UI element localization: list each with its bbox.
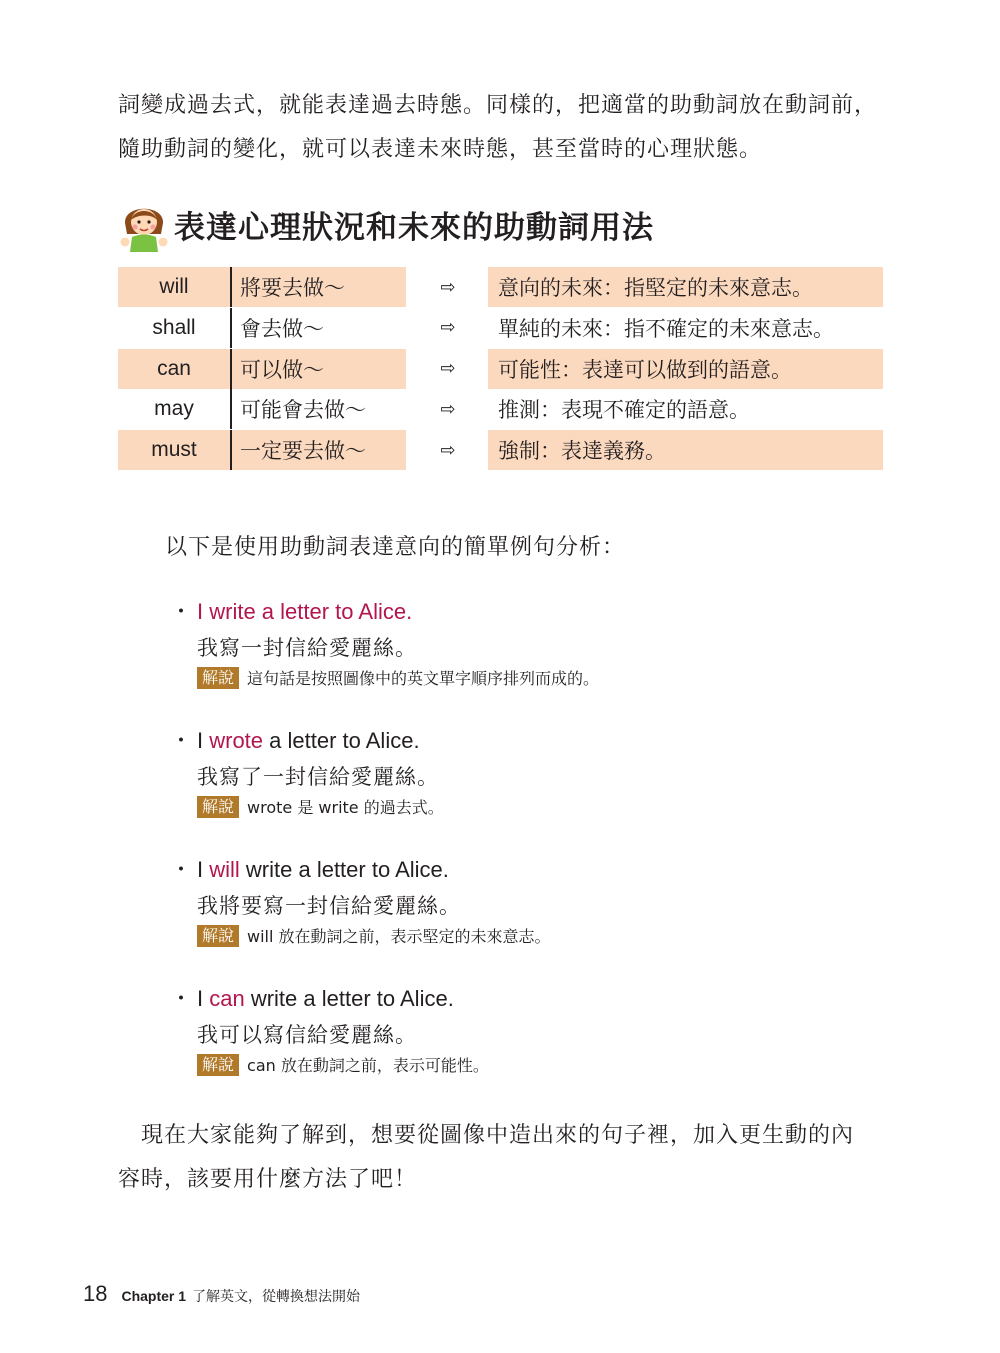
example-sentence: [170, 853, 449, 884]
example-highlight: will: [209, 857, 240, 882]
arrow-icon: ⇨: [440, 276, 456, 298]
table-row: [118, 308, 883, 349]
arrow-icon: ⇨: [440, 358, 456, 380]
example-item: [170, 721, 930, 850]
modal-verb-translation: 一定要去做～: [230, 430, 406, 470]
chapter-label: Chapter 1: [121, 1288, 187, 1304]
closing-line-1: 現在大家能夠了解到，想要從圖像中造出來的句子裡，加入更生動的內: [118, 1123, 855, 1148]
example-text-pre: I: [197, 857, 210, 882]
intro-line-2: 隨助動詞的變化，就可以表達未來時態，甚至當時的心理狀態。: [118, 137, 763, 162]
intro-paragraph: [118, 84, 898, 172]
modal-verb-translation: 會去做～: [230, 308, 406, 348]
example-text-post: a letter to Alice.: [263, 728, 420, 753]
table-row: [118, 430, 883, 471]
example-text-post: write a letter to Alice.: [239, 857, 449, 882]
modal-verb-meaning: 可能性：表達可以做到的語意。: [488, 349, 883, 389]
explanation-badge: 解說: [197, 667, 239, 689]
explanation-badge: 解說: [197, 796, 239, 818]
explanation-badge: 解說: [197, 1054, 239, 1076]
closing-paragraph: [118, 1114, 898, 1202]
modal-verb-translation: 可以做～: [230, 349, 406, 389]
bullet-icon: ・: [170, 857, 193, 882]
modal-verb: must: [118, 430, 230, 470]
table-row: [118, 389, 883, 430]
modal-verb: shall: [152, 315, 196, 339]
example-sentence: [170, 595, 412, 626]
explanation-badge: 解說: [197, 925, 239, 947]
section-heading: [116, 196, 654, 252]
girl-mascot-icon: [116, 196, 172, 252]
explanation-text: 這句話是按照圖像中的英文單字順序排列而成的。: [247, 669, 600, 688]
bullet-icon: ・: [170, 986, 193, 1011]
table-row: [118, 267, 883, 308]
example-translation: 我寫了一封信給愛麗絲。: [197, 765, 439, 789]
example-highlight: I write a letter to Alice.: [197, 599, 413, 624]
example-sentence: [170, 724, 420, 755]
page-number: 18: [83, 1281, 108, 1306]
bullet-icon: ・: [170, 599, 193, 624]
modal-verb: will: [118, 267, 230, 307]
example-sentence: [170, 982, 454, 1013]
modal-verb-translation: 可能會去做～: [230, 389, 406, 429]
example-translation: 我將要寫一封信給愛麗絲。: [197, 894, 461, 918]
explanation-text: wrote 是 write 的過去式。: [247, 798, 444, 817]
intro-line-1: 詞變成過去式，就能表達過去時態。同樣的，把適當的助動詞放在動詞前，: [118, 93, 878, 118]
page-footer: [83, 1281, 360, 1307]
explanation-text: can 放在動詞之前，表示可能性。: [247, 1056, 489, 1075]
example-highlight: wrote: [209, 728, 264, 753]
example-explanation: [197, 924, 551, 947]
modal-verb: can: [118, 349, 230, 389]
example-explanation: [197, 795, 444, 818]
example-text-pre: I: [197, 986, 210, 1011]
explanation-text: will 放在動詞之前，表示堅定的未來意志。: [247, 927, 551, 946]
modal-verb-meaning: 推測：表現不確定的語意。: [498, 398, 750, 423]
example-explanation: [197, 666, 599, 689]
bullet-icon: ・: [170, 728, 193, 753]
modal-verb-meaning: 強制：表達義務。: [488, 430, 883, 470]
example-text-pre: I: [197, 728, 210, 753]
example-translation: 我可以寫信給愛麗絲。: [197, 1023, 417, 1047]
example-highlight: can: [209, 986, 245, 1011]
example-text-post: write a letter to Alice.: [244, 986, 454, 1011]
arrow-icon: ⇨: [440, 398, 456, 420]
modal-verb-meaning: 單純的未來：指不確定的未來意志。: [498, 316, 834, 341]
modal-verb-meaning: 意向的未來：指堅定的未來意志。: [488, 267, 883, 307]
example-item: [170, 850, 930, 979]
example-item: [170, 592, 930, 721]
example-explanation: [197, 1053, 489, 1076]
modal-verb-table: [118, 267, 883, 471]
examples-lead: 以下是使用助動詞表達意向的簡單例句分析：: [165, 535, 626, 560]
modal-verb: may: [154, 397, 194, 421]
arrow-icon: ⇨: [440, 317, 456, 339]
arrow-icon: ⇨: [440, 439, 456, 461]
table-row: [118, 349, 883, 390]
example-list: [170, 592, 930, 1108]
chapter-title: 了解英文，從轉換想法開始: [192, 1289, 361, 1305]
modal-verb-translation: 將要去做～: [230, 267, 406, 307]
example-translation: 我寫一封信給愛麗絲。: [197, 636, 417, 660]
section-heading-text: 表達心理狀況和未來的助動詞用法: [174, 209, 654, 246]
example-item: [170, 979, 930, 1108]
closing-line-2: 容時，該要用什麼方法了吧！: [118, 1167, 418, 1192]
